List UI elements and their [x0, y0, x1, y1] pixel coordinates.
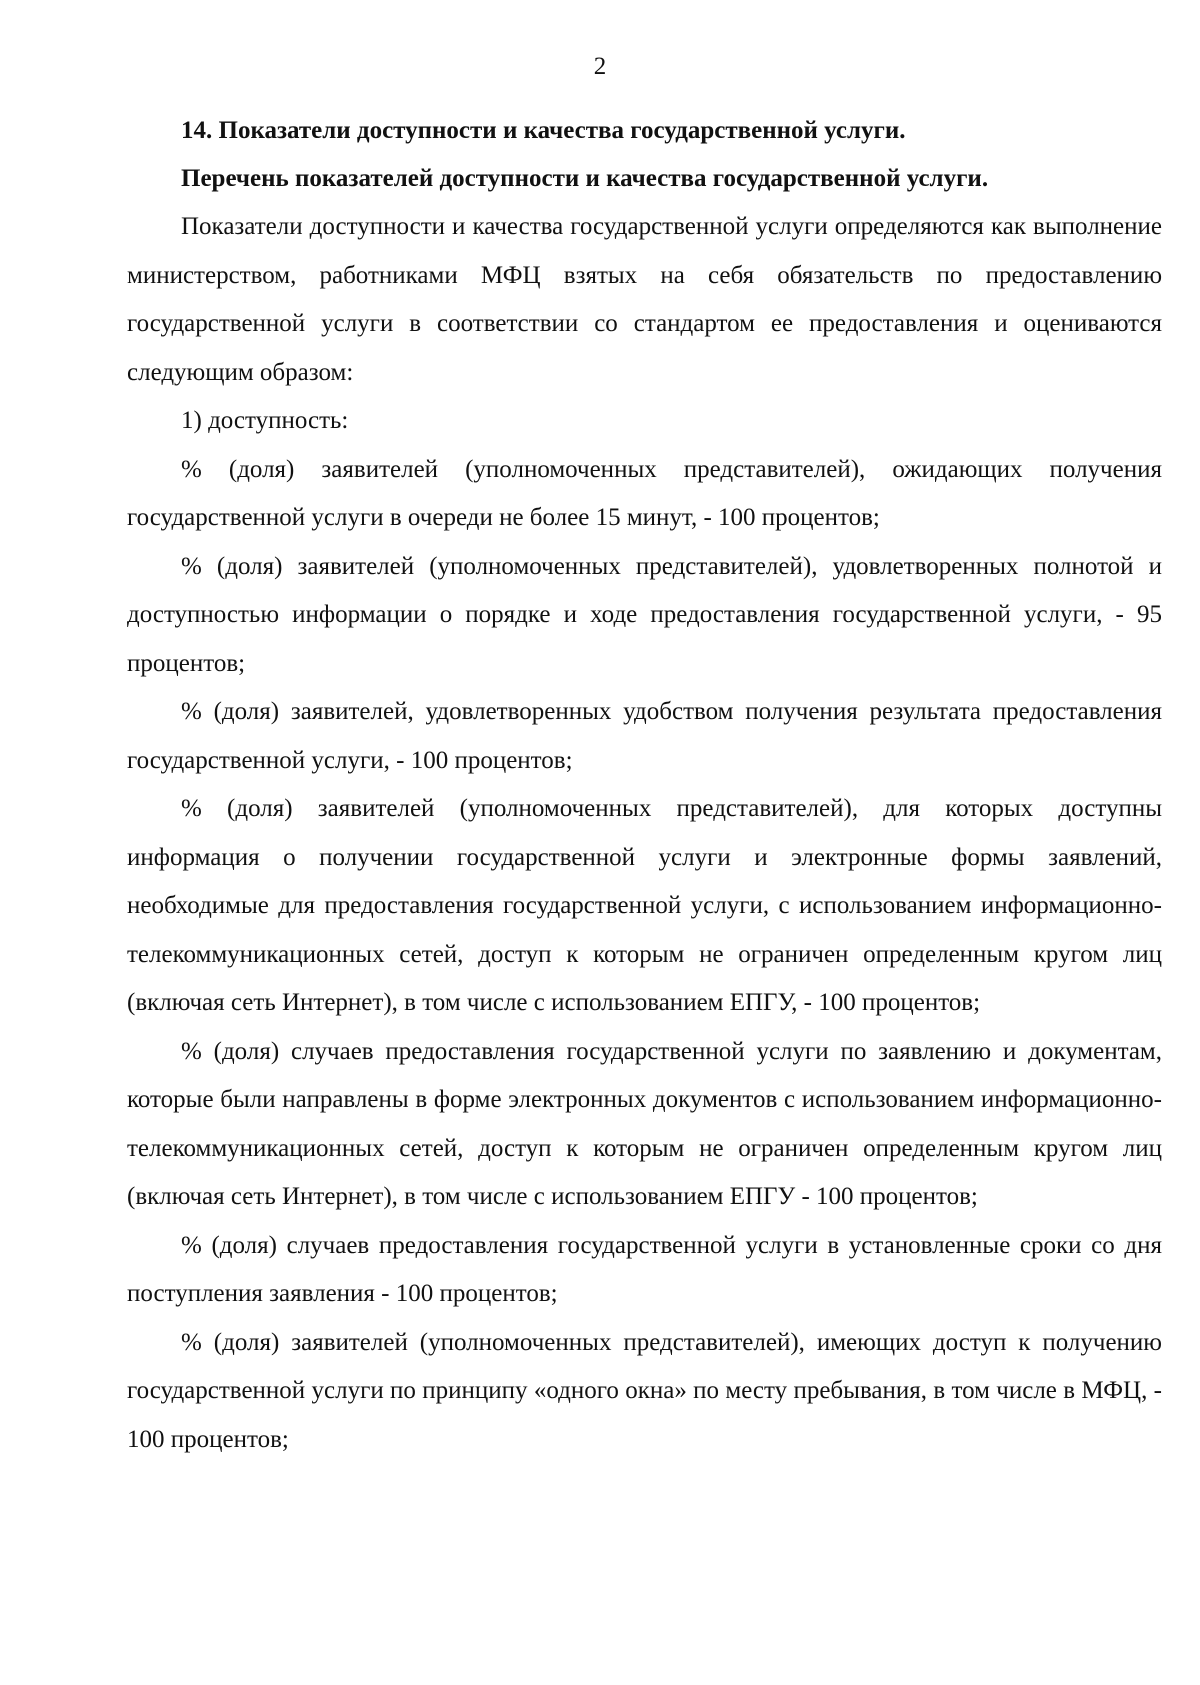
indicator-paragraph: % (доля) случаев предоставления государственной услуги по заявлению и документам, которые были направлены в форме электронных документов с использованием информационно-телекоммуникационных сетей, доступ к которым не ограничен определенным кругом лиц (включая сеть Интернет), в том числе с использованием ЕПГУ - 100 процентов; — [127, 1037, 1162, 1210]
indicator-paragraph: % (доля) заявителей (уполномоченных представителей), для которых доступны информация о получении государственной услуги и электронные формы заявлений, необходимые для предоставления государственной услуги, с использованием информационно-телекоммуникационных сетей, доступ к которым не ограничен определенным кругом лиц (включая сеть Интернет), в том числе с использованием ЕПГУ, - 100 процентов; — [127, 795, 1162, 1016]
indicator-paragraph: % (доля) случаев предоставления государственной услуги в установленные сроки со дня поступления заявления - 100 процентов; — [127, 1231, 1162, 1307]
indicator-paragraph: % (доля) заявителей (уполномоченных представителей), удовлетворенных полнотой и доступностью информации о порядке и ходе предоставления государственной услуги, - 95 процентов; — [127, 552, 1162, 677]
page-number: 2 — [593, 53, 607, 80]
section-title: 14. Показатели доступности и качества государственной услуги. — [181, 117, 906, 144]
intro-paragraph: Показатели доступности и качества государственной услуги определяются как выполнение министерством, работниками МФЦ взятых на себя обязательств по предоставлению государственной услуги в соответствии со стандартом ее предоставления и оцениваются следующим образом: — [127, 213, 1162, 386]
document-body — [127, 107, 1162, 1464]
indicator-paragraph: % (доля) заявителей (уполномоченных представителей), ожидающих получения государственной услуги в очереди не более 15 минут, - 100 процентов; — [127, 455, 1162, 531]
subsection-title: Перечень показателей доступности и качества государственной услуги. — [181, 165, 989, 192]
indicator-paragraph: % (доля) заявителей, удовлетворенных удобством получения результата предоставления государственной услуги, - 100 процентов; — [127, 698, 1162, 774]
indicator-paragraph: % (доля) заявителей (уполномоченных представителей), имеющих доступ к получению государственной услуги по принципу «одного окна» по месту пребывания, в том числе в МФЦ, - 100 процентов; — [127, 1328, 1162, 1453]
list-item-accessibility: 1) доступность: — [181, 407, 349, 434]
